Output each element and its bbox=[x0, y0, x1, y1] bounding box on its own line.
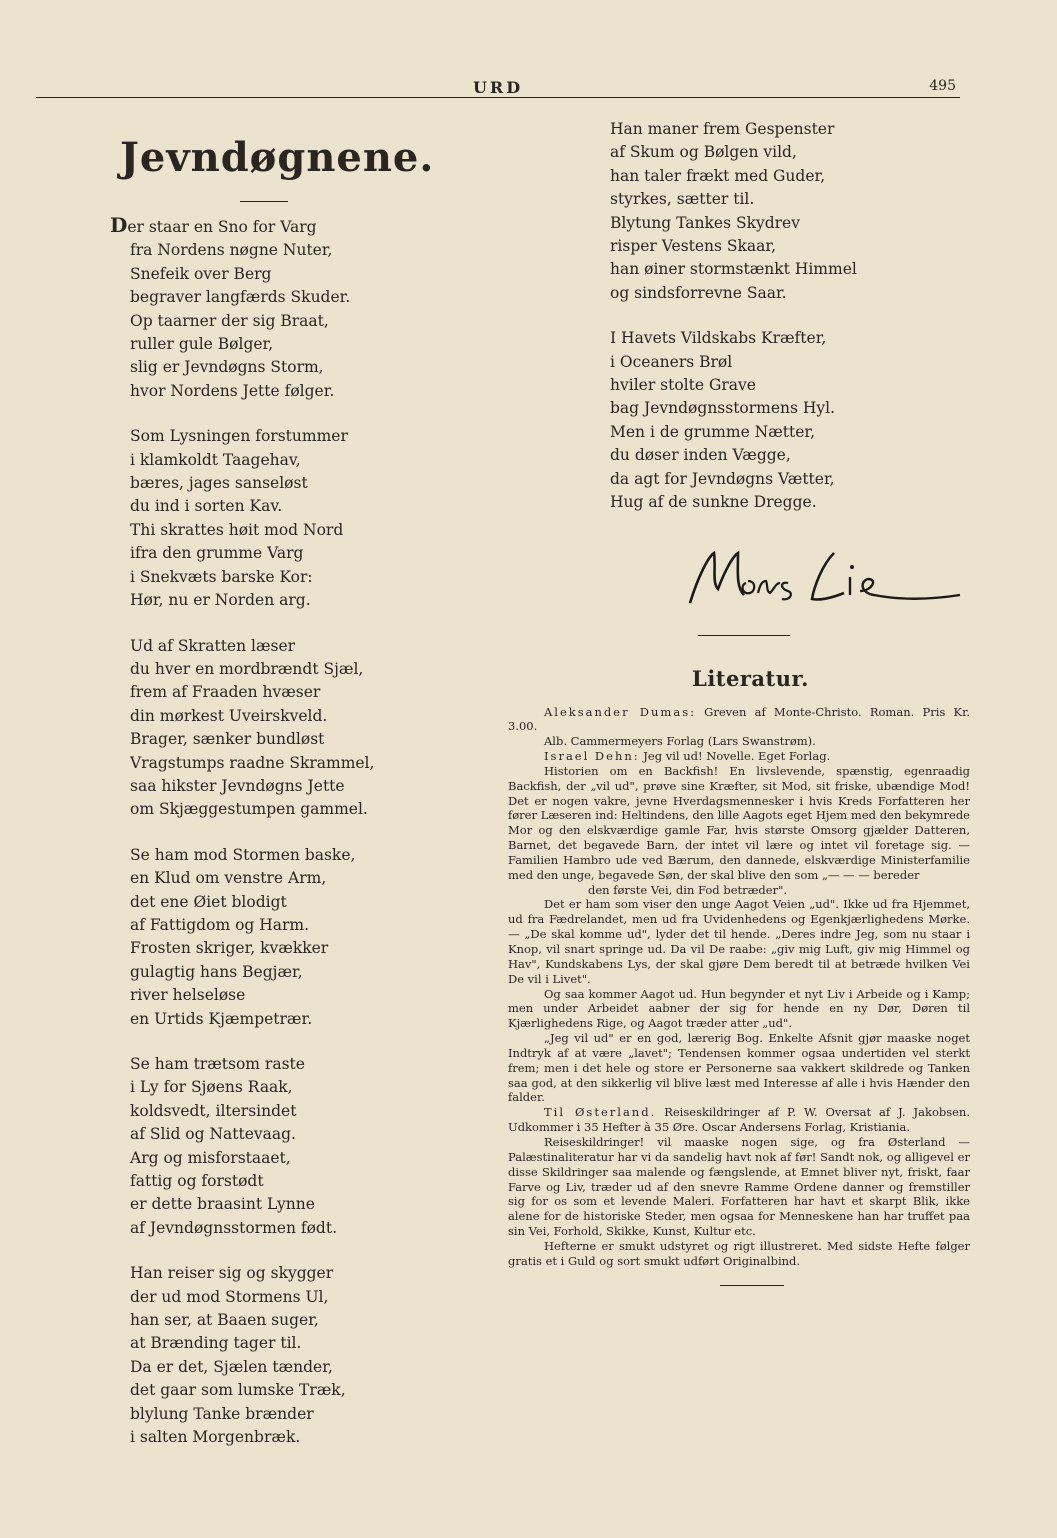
poem-line: bag Jevndøgnsstormens Hyl. bbox=[610, 399, 836, 418]
poem-line: gulagtig hans Begjær, bbox=[130, 962, 303, 981]
poem-line: der ud mod Stormens Ul, bbox=[130, 1287, 329, 1306]
poem-stanza bbox=[508, 118, 973, 305]
poem-line: fattig og forstødt bbox=[130, 1172, 264, 1191]
poem-line: han øiner stormstænkt Himmel bbox=[610, 260, 857, 279]
literature-title: Literatur. bbox=[692, 665, 809, 691]
poem-line: da agt for Jevndøgns Vætter, bbox=[610, 469, 835, 488]
poem-stanza bbox=[508, 327, 973, 514]
end-rule bbox=[720, 1285, 784, 1286]
review-author: Aleksander Dumas: bbox=[544, 704, 696, 719]
poem-line: af Slid og Nattevaag. bbox=[130, 1125, 296, 1144]
review-paragraph: Reiseskildringer! vil maaske nogen sige, og fra Østerland — Palæstinaliteratur har vi da sandelig havt nok af før! Sandt nok, og alligevel er disse Skildringer saa malende og fængslende, at Emnet bliver nyt, friskt, faar Farve og Liv, træder ud af den snevre Ramme Ordene danner og fremstiller sig for os som et levende Maleri. Forfatteren har havt et skarpt Blik, ikke alene for de historiske Steder, men ogsaa for Menneskene han har truffet paa sin Vei, Forhold, Skikke, Kunst, Kultur etc. bbox=[508, 1134, 970, 1239]
right-column bbox=[508, 118, 973, 1286]
poem-line: at Brænding tager til. bbox=[130, 1334, 302, 1353]
literature-section bbox=[508, 705, 970, 1269]
poem-stanzas-left bbox=[110, 214, 490, 1450]
poem-line: om Skjæggestumpen gammel. bbox=[130, 800, 368, 819]
poem-line: river helseløse bbox=[130, 986, 246, 1005]
section-rule bbox=[698, 635, 790, 636]
poem-line: Blytung Tankes Skydrev bbox=[610, 213, 800, 232]
poem-line: Se ham trætsom raste bbox=[130, 1055, 305, 1073]
signature-image bbox=[684, 537, 974, 615]
poem-line: i klamkoldt Taagehav, bbox=[130, 450, 301, 469]
poem-line: Men i de grumme Nætter, bbox=[610, 422, 816, 441]
review-entry: Israel Dehn: Jeg vil ud! Novelle. Eget Forlag. bbox=[544, 749, 831, 764]
poem-line: Arg og misforstaaet, bbox=[130, 1148, 291, 1167]
poem-line: I Havets Vildskabs Kræfter, bbox=[610, 329, 827, 348]
page-number: 495 bbox=[923, 78, 956, 94]
drop-cap: D bbox=[110, 213, 128, 237]
poem-line: det gaar som lumske Træk, bbox=[130, 1381, 346, 1400]
poem-stanzas-right bbox=[508, 118, 973, 515]
poem-stanza bbox=[110, 214, 490, 403]
poem-line: styrkes, sætter til. bbox=[610, 190, 755, 209]
poem-line: Se ham mod Stormen baske, bbox=[130, 845, 356, 864]
signature bbox=[684, 537, 973, 615]
poem-line: slig er Jevndøgns Storm, bbox=[130, 358, 324, 377]
poem-line: Op taarner der sig Braat, bbox=[130, 311, 329, 330]
poem-line: begraver langfærds Skuder. bbox=[130, 288, 351, 307]
poem-line: Brager, sænker bundløst bbox=[130, 730, 325, 749]
journal-title: URD bbox=[36, 78, 960, 97]
poem-line: bæres, jages sanseløst bbox=[130, 474, 308, 493]
poem-line: Hug af de sunkne Dregge. bbox=[610, 493, 817, 512]
poem-line: du ind i sorten Kav. bbox=[130, 497, 283, 516]
poem-line: Som Lysningen forstummer bbox=[130, 427, 348, 446]
poem-line: hvor Nordens Jette følger. bbox=[130, 381, 335, 400]
poem-line: i Snekvæts barske Kor: bbox=[130, 567, 313, 586]
poem-stanza bbox=[110, 844, 490, 1031]
poem-line: hviler stolte Grave bbox=[610, 376, 756, 395]
poem-line: en Urtids Kjæmpetrær. bbox=[130, 1009, 313, 1028]
poem-line: Han reiser sig og skygger bbox=[130, 1264, 334, 1283]
poem-title: Jevndøgnene. bbox=[120, 134, 435, 181]
title-rule bbox=[240, 201, 288, 202]
review-paragraph: „Jeg vil ud" er en god, lærerig Bog. Enkelte Afsnit gjør maaske noget Indtryk af at være „lavet"; Tendensen kommer ogsaa undertiden vel sterkt frem; men i det hele og store er Personerne saa vakkert skildrede og Tanken saa god, at den sikkerlig vil blive læst med Interesse af alle i hvis Hænder den falder. bbox=[508, 1031, 970, 1105]
review-paragraph: Og saa kommer Aagot ud. Hun begynder et nyt Liv i Arbeide og i Kamp; men under Arbeidet aabner der sig for hende en ny Dør, Døren til Kjærlighedens Rige, og Aagot træder atter „ud". bbox=[508, 986, 970, 1031]
poem-line: i Oceaners Brøl bbox=[610, 352, 733, 371]
review-quote: den første Vei, din Fod betræder". bbox=[588, 882, 788, 897]
left-column bbox=[110, 130, 490, 1472]
poem-line: ifra den grumme Varg bbox=[130, 544, 304, 563]
poem-line: en Klud om venstre Arm, bbox=[130, 869, 327, 888]
review-author: Israel Dehn: bbox=[544, 749, 640, 764]
poem-line: og sindsforrevne Saar. bbox=[610, 283, 787, 302]
poem-stanza bbox=[110, 425, 490, 612]
poem-line: fra Nordens nøgne Nuter, bbox=[130, 241, 333, 260]
poem-line: Snefeik over Berg bbox=[130, 264, 272, 283]
poem-line: Thi skrattes høit mod Nord bbox=[130, 520, 344, 539]
review-entry: Aleksander Dumas: Greven af Monte-Christo. Roman. Pris Kr. 3.00. bbox=[508, 704, 970, 734]
poem-line: du døser inden Vægge, bbox=[610, 446, 791, 465]
poem-line: af Fattigdom og Harm. bbox=[130, 915, 310, 934]
review-paragraph: Det er ham som viser den unge Aagot Veien „ud". Ikke ud fra Hjemmet, ud fra Fædrelandet, men ud fra Uvidenhedens og Egenkjærlighedens Mørke. — „De skal komme ud", lyder det til hende. „Deres indre Jeg, som nu staar i Knop, vil snart springe ud. Da vil De raabe: „giv mig Luft, giv mig Himmel og Hav", Kundskabens Lys, der skal gjøre Dem beredt til at betræde hvilken Vei De vil i Livet". bbox=[508, 897, 970, 986]
review-publisher: Alb. Cammermeyers Forlag (Lars Swanstrøm). bbox=[544, 734, 816, 749]
poem-line: koldsvedt, iltersindet bbox=[130, 1101, 297, 1120]
poem-line: Han maner frem Gespenster bbox=[610, 120, 835, 138]
poem-line: Da er det, Sjælen tænder, bbox=[130, 1357, 333, 1376]
poem-line: du hver en mordbrændt Sjæl, bbox=[130, 659, 364, 678]
poem-line: Vragstumps raadne Skrammel, bbox=[130, 753, 375, 772]
poem-line: ruller gule Bølger, bbox=[130, 335, 274, 354]
poem-line: er dette braasint Lynne bbox=[130, 1195, 315, 1214]
page-header bbox=[36, 78, 960, 104]
poem-line: Hør, nu er Norden arg. bbox=[130, 591, 311, 610]
review-entry: Til Østerland. Reiseskildringer af P. W. Oversat af J. Jakobsen. Udkommer i 35 Hefter à 35 Øre. Oscar Andersens Forlag, Kristiania. bbox=[508, 1105, 970, 1135]
poem-line: risper Vestens Skaar, bbox=[610, 237, 777, 256]
poem-line: han taler frækt med Guder, bbox=[610, 166, 826, 185]
poem-line: han ser, at Baaen suger, bbox=[130, 1311, 319, 1330]
poem-line: Der staar en Sno for Varg bbox=[110, 213, 317, 237]
poem-line: det ene Øiet blodigt bbox=[130, 892, 287, 911]
poem-stanza bbox=[110, 1262, 490, 1449]
review-author: Til Østerland. bbox=[544, 1105, 657, 1120]
poem-stanza bbox=[110, 635, 490, 822]
header-rule bbox=[36, 97, 960, 98]
poem-line: Frosten skriger, kvækker bbox=[130, 939, 329, 958]
poem-line: blylung Tanke brænder bbox=[130, 1404, 314, 1423]
poem-line: af Skum og Bølgen vild, bbox=[610, 143, 797, 162]
poem-line: af Jevndøgnsstormen født. bbox=[130, 1218, 337, 1237]
poem-line: i salten Morgenbræk. bbox=[130, 1428, 301, 1447]
poem-stanza bbox=[110, 1053, 490, 1240]
poem-line: frem af Fraaden hvæser bbox=[130, 683, 321, 702]
review-paragraph: Hefterne er smukt udstyret og rigt illustreret. Med sidste Hefte følger gratis et i Guld og sort smukt udført Originalbind. bbox=[508, 1238, 970, 1268]
poem-line: saa hikster Jevndøgns Jette bbox=[130, 776, 345, 795]
poem-line: Ud af Skratten læser bbox=[130, 636, 296, 655]
poem-line: din mørkest Uveirskveld. bbox=[130, 706, 328, 725]
poem-line: i Ly for Sjøens Raak, bbox=[130, 1078, 293, 1097]
review-paragraph: Historien om en Backfish! En livslevende, spænstig, egenraadig Backfish, der „vil ud", prøve sine Kræfter, sit Mod, sit friske, ubændige Mod! Det er nogen vakre, jevne Hverdagsmennesker i hvis Kreds Forfatteren her fører Læseren ind: Heltindens, den lille Aagots eget Hjem med den bekymrede Mor og den elskværdige gamle Far, hvis største Omsorg gjælder Datteren, Barnet, det begavede Barn, der intet vil lære og intet vil foretage sig. — Familien Hambro ude ved Bærum, den dannede, elskværdige Ministerfamilie med den unge, begavede Søn, der skal blive den som „— — — bereder bbox=[508, 763, 970, 882]
